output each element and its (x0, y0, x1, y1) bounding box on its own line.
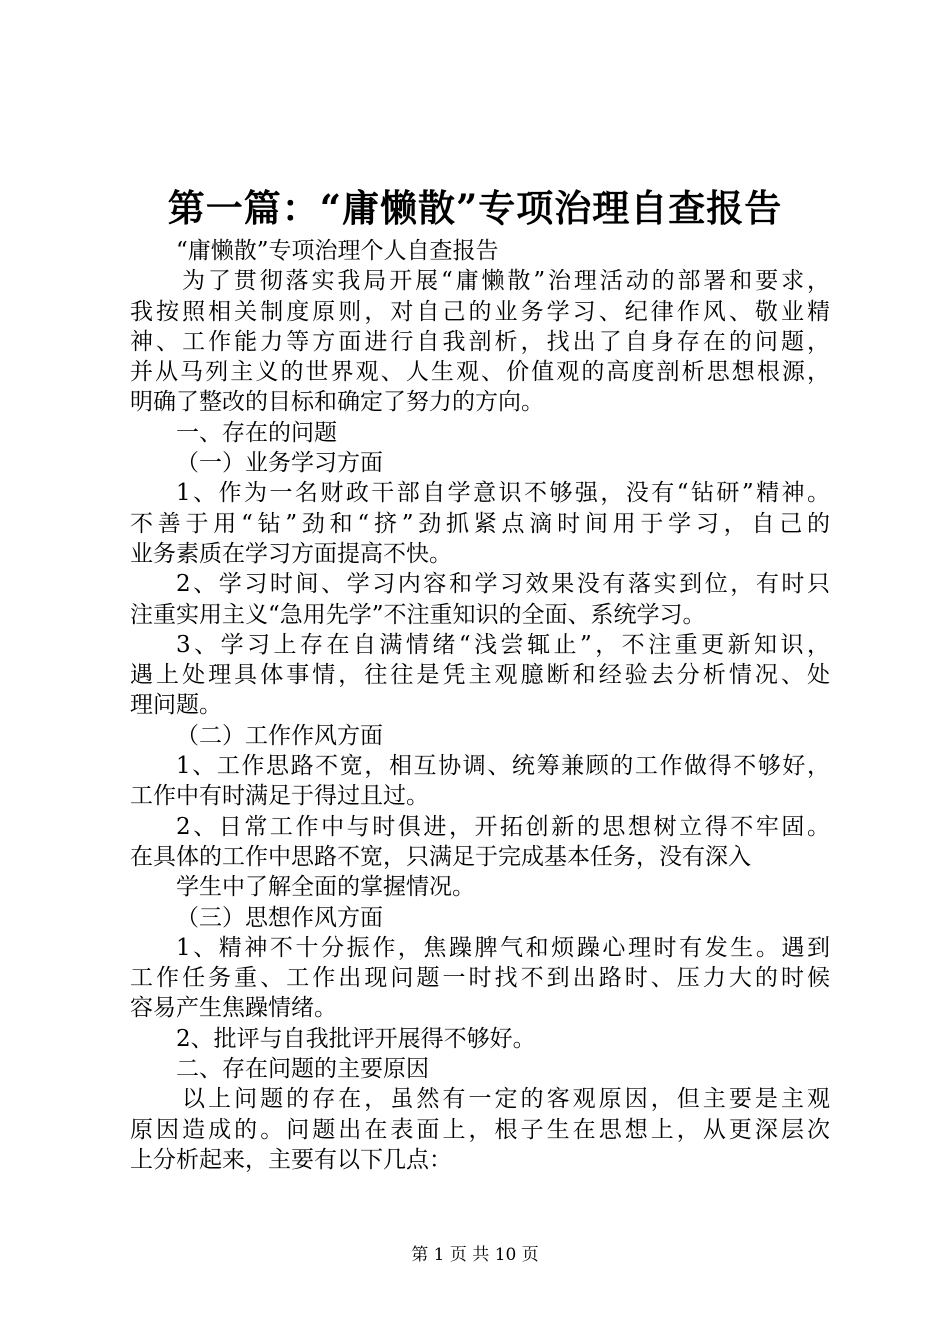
paragraph-line: 1、工作思路不宽，相互协调、统筹兼顾的工作做得不够好， (176, 753, 830, 780)
paragraph-line: 明确了整改的目标和确定了努力的方向。 (130, 389, 544, 416)
paragraph-line: 不善于用“钻”劲和“挤”劲抓紧点滴时间用于学习，自己的 (130, 510, 830, 537)
paragraph-line: 在具体的工作中思路不宽，只满足于完成基本任务，没有深入 (130, 843, 751, 870)
paragraph-line: 2、日常工作中与时俱进，开拓创新的思想树立得不牢固。 (176, 813, 830, 840)
section-heading: 二、存在问题的主要原因 (176, 1056, 429, 1083)
paragraph-line: 容易产生焦躁情绪。 (130, 995, 337, 1022)
paragraph-line: 业务素质在学习方面提高不快。 (130, 540, 452, 567)
document-title: 第一篇：“庸懒散”专项治理自查报告 (167, 186, 783, 230)
paragraph-line: 2、批评与自我批评开展得不够好。 (176, 1025, 536, 1052)
paragraph-line: 上分析起来，主要有以下几点： (130, 1146, 452, 1173)
paragraph-line: 工作任务重、工作出现问题一时找不到出路时、压力大的时候 (130, 965, 830, 992)
subsection-heading: （三）思想作风方面 (176, 904, 383, 931)
paragraph-line: 原因造成的。问题出在表面上，根子生在思想上，从更深层次 (130, 1116, 830, 1143)
paragraph-line: 1、精神不十分振作，焦躁脾气和烦躁心理时有发生。遇到 (176, 934, 830, 961)
page-footer: 第 1 页 共 10 页 (411, 1245, 539, 1265)
paragraph-line: 遇上处理具体事情，往往是凭主观臆断和经验去分析情况、处 (130, 662, 830, 689)
document-body (130, 236, 830, 1175)
paragraph-line: 1、作为一名财政干部自学意识不够强，没有“钻研”精神。 (176, 480, 830, 507)
paragraph-line: 我按照相关制度原则，对自己的业务学习、纪律作风、敬业精 (130, 298, 830, 325)
paragraph-line: 3、学习上存在自满情绪“浅尝辄止”，不注重更新知识， (176, 631, 830, 658)
subsection-heading: （二）工作作风方面 (176, 722, 383, 749)
paragraph-line: 2、学习时间、学习内容和学习效果没有落实到位，有时只 (176, 571, 830, 598)
paragraph-line: 工作中有时满足于得过且过。 (130, 783, 429, 810)
subsection-heading: （一）业务学习方面 (176, 450, 383, 477)
paragraph-line: 并从马列主义的世界观、人生观、价值观的高度剖析思想根源， (130, 359, 830, 386)
paragraph-line: 注重实用主义“急用先学”不注重知识的全面、系统学习。 (130, 601, 706, 628)
paragraph-line: 以上问题的存在，虽然有一定的客观原因，但主要是主观 (182, 1086, 830, 1113)
paragraph-line: 理问题。 (130, 692, 222, 719)
paragraph-line: 为了贯彻落实我局开展“庸懒散”治理活动的部署和要求， (182, 268, 830, 295)
section-heading: 一、存在的问题 (176, 419, 337, 446)
subtitle-line: “庸懒散”专项治理个人自查报告 (176, 238, 499, 264)
paragraph-line: 学生中了解全面的掌握情况。 (176, 874, 475, 901)
paragraph-line: 神、工作能力等方面进行自我剖析，找出了自身存在的问题， (130, 328, 830, 355)
